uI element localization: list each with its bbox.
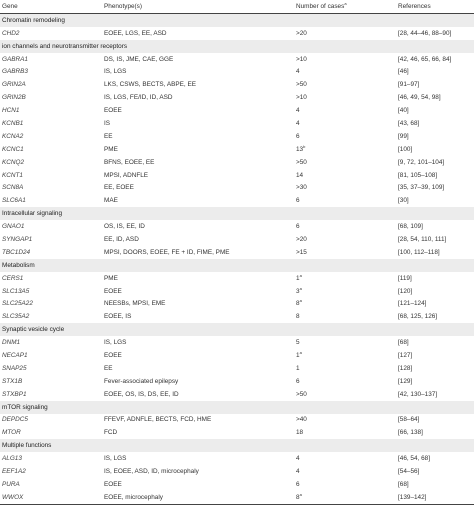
references-cell: [46, 49, 54, 98] (398, 94, 441, 102)
section-row (0, 40, 474, 53)
phenotype-cell: MPSI, ADNFLE (104, 171, 149, 179)
cases-footnote: a (299, 298, 302, 304)
table-row (0, 452, 474, 465)
phenotype-cell: PME (104, 274, 118, 282)
cases-value: 4 (296, 468, 300, 475)
cases-value: 4 (296, 455, 300, 463)
references-cell: [42, 130–137] (398, 390, 438, 398)
cases-value: 1 (296, 351, 300, 359)
gene-cell: NECAP1 (2, 351, 28, 359)
references-cell: [28, 54, 110, 111] (398, 235, 447, 243)
references-cell: [81, 105–108] (398, 171, 438, 179)
section-title: Synaptic vesicle cycle (0, 323, 474, 336)
section-row (0, 207, 474, 220)
phenotype-cell: IS, LGS (104, 339, 127, 347)
table-row (0, 104, 474, 117)
gene-cell: KCNT1 (2, 171, 23, 179)
table-row (0, 78, 474, 91)
references-cell: [68, 109] (398, 223, 423, 231)
gene-cell: SYNGAP1 (2, 235, 33, 243)
references-cell: [99] (398, 132, 409, 140)
phenotype-cell: Fever-associated epilepsy (104, 377, 179, 385)
phenotype-cell: IS, LGS (104, 68, 127, 76)
gene-cell: ALG13 (2, 455, 22, 463)
phenotype-cell: EOEE, OS, IS, DS, EE, ID (104, 390, 179, 398)
section-title: Multiple functions (0, 439, 474, 452)
phenotype-cell: EOEE (104, 480, 122, 488)
section-row (0, 259, 474, 272)
table-row (0, 181, 474, 194)
phenotype-cell: BFNS, EOEE, EE (104, 158, 155, 166)
phenotype-cell: EE (104, 364, 113, 372)
cases-cell (294, 285, 396, 298)
references-cell: [129] (398, 377, 413, 385)
references-cell: [35, 37–39, 109] (398, 184, 445, 192)
references-cell: [127] (398, 351, 413, 359)
cases-cell (294, 27, 396, 40)
gene-cell: GNAO1 (2, 223, 25, 231)
cases-value: 18 (296, 429, 304, 437)
cases-value: 6 (296, 197, 300, 205)
table-body (0, 13, 474, 504)
table-row (0, 143, 474, 156)
gene-cell: DNM1 (2, 339, 21, 347)
cases-cell (294, 181, 396, 194)
cases-cell (294, 78, 396, 91)
references-cell: [120] (398, 287, 413, 295)
cases-cell (294, 130, 396, 143)
phenotype-cell: EE, ID, ASD (104, 235, 139, 243)
phenotype-cell: FFEVF, ADNFLE, BECTS, FCD, HME (104, 416, 212, 424)
section-title: Chromatin remodeling (0, 13, 474, 26)
cases-cell (294, 169, 396, 182)
cases-value: 4 (296, 107, 300, 115)
cases-cell (294, 414, 396, 427)
phenotype-cell: DS, IS, JME, CAE, GGE (104, 55, 174, 63)
cases-value: >15 (296, 248, 307, 256)
phenotype-cell: IS (104, 119, 111, 127)
references-cell: [46, 54, 68] (398, 455, 430, 463)
gene-cell: STX1B (2, 377, 23, 385)
table-row (0, 117, 474, 130)
cases-cell (294, 246, 396, 259)
references-cell: [42, 46, 65, 66, 84] (398, 55, 452, 63)
cases-value: 4 (296, 119, 300, 127)
cases-value: 8 (296, 300, 300, 308)
cases-value: 6 (296, 480, 300, 488)
gene-cell: SLC25A22 (2, 300, 33, 308)
phenotype-cell: EOEE, IS (104, 313, 132, 321)
cases-footnote: a (299, 491, 302, 497)
gene-cell: SCN8A (2, 184, 24, 192)
section-row (0, 13, 474, 26)
phenotype-cell: FCD (104, 429, 118, 437)
gene-cell: HCN1 (2, 107, 20, 115)
references-cell: [54–56] (398, 468, 420, 475)
cases-footnote: a (299, 349, 302, 355)
references-cell: [100] (398, 145, 413, 153)
cases-cell (294, 375, 396, 388)
gene-cell: PURA (2, 480, 20, 488)
cases-cell (294, 297, 396, 310)
references-cell: [46] (398, 68, 409, 76)
references-cell: [91–97] (398, 81, 420, 89)
gene-cell: EEF1A2 (2, 468, 26, 475)
gene-cell: KCNB1 (2, 119, 24, 127)
cases-cell (294, 349, 396, 362)
gene-cell: SLC6A1 (2, 197, 26, 205)
gene-cell: KCNQ2 (2, 158, 25, 166)
cases-footnote: a (299, 285, 302, 291)
cases-cell (294, 53, 396, 66)
table-row (0, 349, 474, 362)
cases-cell (294, 362, 396, 375)
section-title: Metabolism (0, 259, 474, 272)
table-row (0, 156, 474, 169)
gene-cell: TBC1D24 (2, 248, 31, 256)
section-title: Intracellular signaling (0, 207, 474, 220)
section-title: mTOR signaling (0, 401, 474, 414)
header-references: References (396, 0, 474, 13)
phenotype-cell: OS, IS, EE, ID (104, 223, 145, 231)
gene-cell: SNAP25 (2, 364, 27, 372)
phenotype-cell: IS, LGS (104, 455, 127, 463)
cases-cell (294, 388, 396, 401)
cases-cell (294, 452, 396, 465)
header-cases-label: Number of cases (296, 2, 345, 10)
cases-value: 14 (296, 171, 304, 179)
references-cell: [119] (398, 274, 412, 282)
cases-cell (294, 156, 396, 169)
table-row (0, 246, 474, 259)
gene-cell: KCNA2 (2, 132, 24, 140)
gene-cell: GRIN2B (2, 94, 26, 102)
references-cell: [66, 138] (398, 429, 423, 437)
table-header (0, 0, 474, 13)
gene-cell: SLC35A2 (2, 313, 30, 321)
table-row (0, 233, 474, 246)
table-row (0, 194, 474, 207)
phenotype-cell: MPSI, DOORS, EOEE, FE + ID, FIME, PME (104, 248, 230, 256)
phenotype-cell: EOEE, LGS, EE, ASD (104, 29, 167, 37)
cases-footnote: b (303, 143, 306, 149)
cases-value: 6 (296, 223, 300, 231)
references-cell: [43, 68] (398, 119, 420, 127)
references-cell: [100, 112–118] (398, 248, 440, 256)
phenotype-cell: EOEE (104, 351, 122, 359)
cases-value: >30 (296, 184, 307, 192)
gene-cell: SLC13A5 (2, 287, 30, 295)
table-row (0, 272, 474, 285)
references-cell: [128] (398, 364, 413, 372)
phenotype-cell: EOEE (104, 107, 122, 115)
cases-cell (294, 104, 396, 117)
table-row (0, 414, 474, 427)
section-row (0, 439, 474, 452)
cases-value: 13 (296, 145, 304, 153)
cases-value: >10 (296, 94, 307, 102)
references-cell: [68, 125, 126] (398, 313, 438, 321)
table-row (0, 297, 474, 310)
gene-cell: GRIN2A (2, 81, 26, 89)
cases-value: 8 (296, 493, 300, 501)
table-row (0, 491, 474, 504)
phenotype-cell: IS, EOEE, ASD, ID, microcephaly (104, 468, 199, 475)
cases-cell (294, 220, 396, 233)
gene-cell: STXBP1 (2, 390, 27, 398)
cases-value: >50 (296, 390, 307, 398)
table-row (0, 27, 474, 40)
references-cell: [9, 72, 101–104] (398, 158, 445, 166)
table-row (0, 362, 474, 375)
cases-cell (294, 143, 396, 156)
cases-value: 1 (296, 274, 300, 282)
gene-cell: GABRB3 (2, 68, 28, 76)
phenotype-cell: EOEE, microcephaly (102, 491, 294, 504)
phenotype-cell: IS, LGS, FE/ID, ID, ASD (104, 94, 173, 102)
header-phenotype: Phenotype(s) (102, 0, 294, 13)
references-cell: [58–64] (398, 416, 420, 424)
cases-value: >10 (296, 55, 307, 63)
cases-cell (294, 91, 396, 104)
cases-cell (294, 491, 396, 504)
gene-cell: MTOR (2, 429, 21, 437)
cases-cell (294, 336, 396, 349)
gene-cell: KCNC1 (2, 145, 24, 153)
header-cases-footnote: a (344, 0, 347, 6)
phenotype-cell: LKS, CSWS, BECTS, ABPE, EE (104, 81, 196, 89)
cases-cell (294, 478, 396, 491)
cases-cell (294, 272, 396, 285)
header-cases (294, 0, 396, 13)
table-row (0, 91, 474, 104)
table-row (0, 478, 474, 491)
references-cell: [68] (398, 339, 409, 347)
header-row (0, 0, 474, 13)
gene-cell: CHD2 (2, 29, 20, 37)
gene-cell: CERS1 (2, 274, 24, 282)
phenotype-cell: EOEE (104, 287, 122, 295)
table-row (0, 310, 474, 323)
phenotype-cell: MAE (104, 197, 118, 205)
cases-cell (294, 65, 396, 78)
phenotype-cell: PME (104, 145, 118, 153)
section-row (0, 401, 474, 414)
table-row (0, 220, 474, 233)
cases-value: >20 (296, 29, 307, 37)
table-row (0, 375, 474, 388)
cases-value: 4 (296, 68, 300, 76)
table-row (0, 336, 474, 349)
cases-cell (294, 194, 396, 207)
cases-value: >40 (296, 416, 307, 424)
gene-cell: GABRA1 (2, 55, 28, 63)
phenotype-cell: EE (104, 132, 113, 140)
cases-value: 5 (296, 339, 300, 347)
references-cell: [68] (398, 480, 409, 488)
header-gene: Gene (0, 0, 102, 13)
cases-cell (294, 233, 396, 246)
table-row (0, 426, 474, 439)
gene-cell: DEPDC5 (2, 416, 28, 424)
phenotype-cell: EE, EOEE (104, 184, 134, 192)
references-cell: [30] (398, 197, 409, 205)
cases-value: 3 (296, 287, 300, 295)
cases-footnote: a (299, 272, 302, 278)
table-row (0, 465, 474, 478)
cases-cell (294, 117, 396, 130)
cases-cell (294, 310, 396, 323)
table-row (0, 388, 474, 401)
cases-value: >50 (296, 158, 307, 166)
cases-value: 8 (296, 313, 300, 321)
phenotype-cell: NEESBs, MPSI, EME (104, 300, 166, 308)
cases-value: 1 (296, 364, 300, 372)
cases-cell (294, 465, 396, 478)
table-row (0, 130, 474, 143)
table-row (0, 53, 474, 66)
references-cell: [121–124] (398, 300, 427, 308)
cases-value: >50 (296, 81, 307, 89)
section-title: ion channels and neurotransmitter receptors (0, 40, 474, 53)
table-row (0, 65, 474, 78)
gene-cell: WWOX (0, 491, 102, 504)
references-cell: [28, 44–46, 88–90] (398, 29, 452, 37)
cases-cell (294, 426, 396, 439)
cases-value: 6 (296, 377, 300, 385)
cases-value: >20 (296, 235, 307, 243)
table-row (0, 169, 474, 182)
references-cell: [139–142] (396, 491, 474, 504)
cases-value: 6 (296, 132, 300, 140)
section-row (0, 323, 474, 336)
table-row (0, 285, 474, 298)
references-cell: [40] (398, 107, 409, 115)
